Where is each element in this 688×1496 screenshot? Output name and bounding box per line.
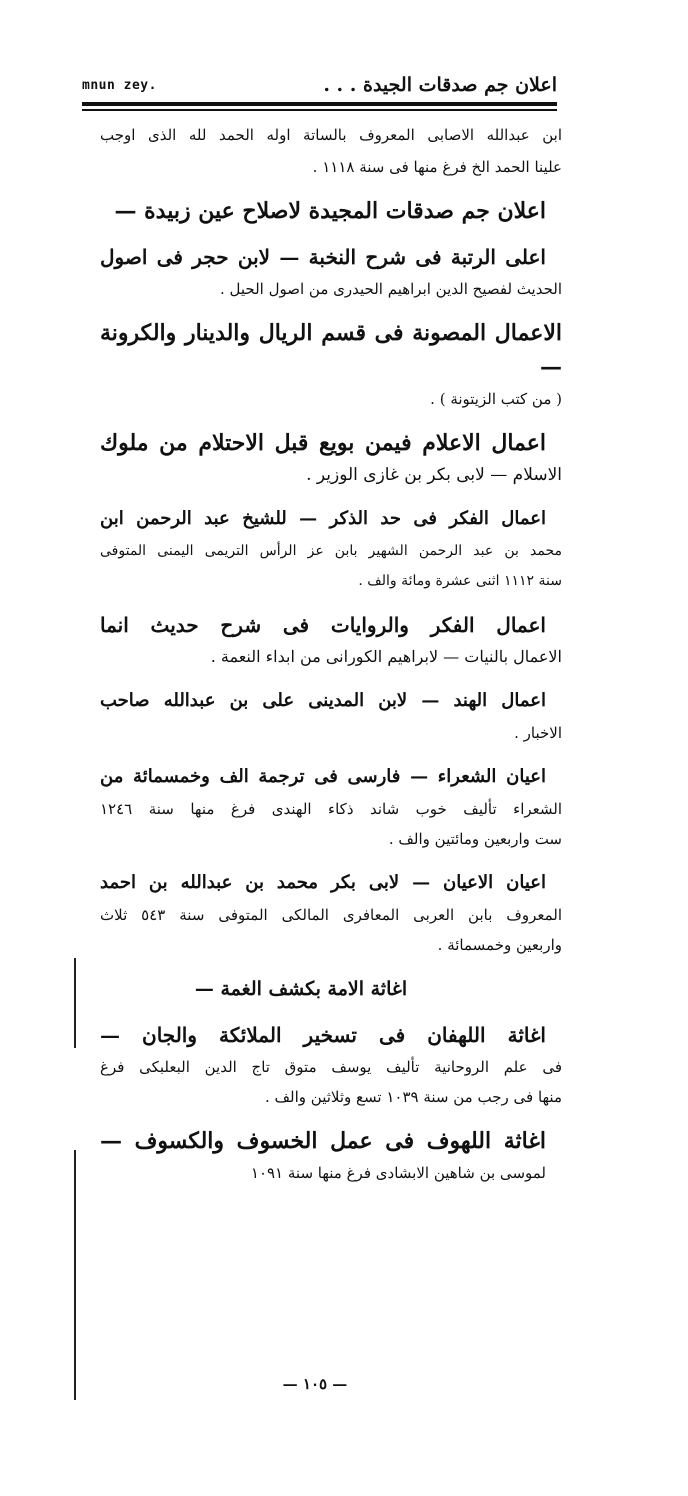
entry-line: واربعين وخمسمائة . [437,936,562,954]
margin-line [74,1150,76,1400]
entry-line: منها فى رجب من سنة ١٠٣٩ تسع وثلاثين والف . [264,1088,562,1106]
entry-amal-fikr-riwayat [100,608,562,672]
entry-ayan-ayan [100,866,562,960]
running-head: اعلان جم صدقات الجيدة . . . [323,74,557,96]
entry-amal-alam [100,426,562,490]
entry-amal-masuna [100,316,562,414]
entry-line: لموسى بن شاهين الابشادى فرغ منها سنة ١٠٩١ [250,1164,546,1182]
entry-line: ( من كتب الزيتونة ) . [430,390,562,408]
entry-ighathat-umma [100,972,562,1006]
entry-amal-fikr [100,502,562,596]
entry-line: الحديث لفصيح الدين ابراهيم الحيدرى من اصول الحيل . [219,280,562,298]
entry-line: علينا الحمد الخ فرغ منها فى سنة ١١١٨ . [312,158,562,176]
entry-line: المعروف بابن العربى المعافرى المالكى المتوفى سنة ٥٤٣ ثلاث [100,906,563,924]
entry-line: الاعمال بالنيات — لابراهيم الكورانى من ابداء النعمة . [210,647,562,666]
entry-title: اعمال الاعلام فيمن بويع قبل الاحتلام من ملوك [100,430,546,456]
entry-ighathat-lahfan [100,1018,562,1112]
entry-title: اعلان جم صدقات المجيدة لاصلاح عين زبيدة — [114,198,546,224]
latin-head-text: mnun zey. [82,78,157,93]
entry-title: الاعمال المصونة فى قسم الريال والدينار والكرونة — [100,320,562,380]
entry-ilan [100,194,562,228]
entry-amal-hind [100,684,562,748]
entry-line: محمد بن عبد الرحمن الشهير بابن عز الرأس التريمى اليمنى المتوفى [100,543,562,559]
entry-title: اغاثة اللهوف فى عمل الخسوف والكسوف — [100,1128,546,1154]
entry-line: الشعراء تأليف خوب شاند ذكاء الهندى فرغ منها سنة ١٢٤٦ [100,800,562,818]
entry-line: ابن عبدالله الاصابی المعروف بالساتة اوله الحمد لله الذى اوجب [100,126,562,144]
entry-title: اعيان الاعيان — لابى بكر محمد بن عبدالله بن احمد [100,872,546,893]
entry-title: اعمال الفكر فى حد الذكر — للشيخ عبد الرحمن ابن [100,508,546,529]
entry-ighathat-lahuf [100,1124,562,1188]
page-header [82,70,557,104]
entry-continuation [100,118,562,182]
entry-list [100,118,562,1200]
entry-title: اعلى الرتبة فى شرح النخبة — لابن حجر فى اصول [100,245,546,269]
entry-line: سنة ١١١٢ اثنى عشرة ومائة والف . [358,573,562,589]
entry-line: الاسلام — لابى بكر بن غازى الوزير . [306,465,562,485]
page-number: — ١٠٥ — [282,1375,348,1393]
entry-title: اغاثة اللهفان فى تسخير الملائكة والجان — [100,1023,546,1047]
margin-line [74,958,76,1048]
header-rule-thin [82,109,557,111]
entry-title: اغاثة الامة بكشف الغمة — [194,978,408,1000]
entry-ala-rutba [100,240,562,304]
entry-title: اعمال الهند — لابن المدينى على بن عبدالله صاحب [100,690,546,711]
entry-line: ست واربعين ومائتين والف . [388,830,562,848]
header-rule-thick [82,102,557,106]
entry-title: اعيان الشعراء — فارسى فى ترجمة الف وخمسمائة من [100,766,546,787]
entry-title: اعمال الفكر والروايات فى شرح حديث انما [100,613,546,637]
entry-line: فى علم الروحانية تأليف يوسف متوق تاج الدين البعلبكى فرغ [100,1058,562,1076]
entry-line: الاخبار . [514,724,562,742]
entry-ayan-shuara [100,760,562,854]
